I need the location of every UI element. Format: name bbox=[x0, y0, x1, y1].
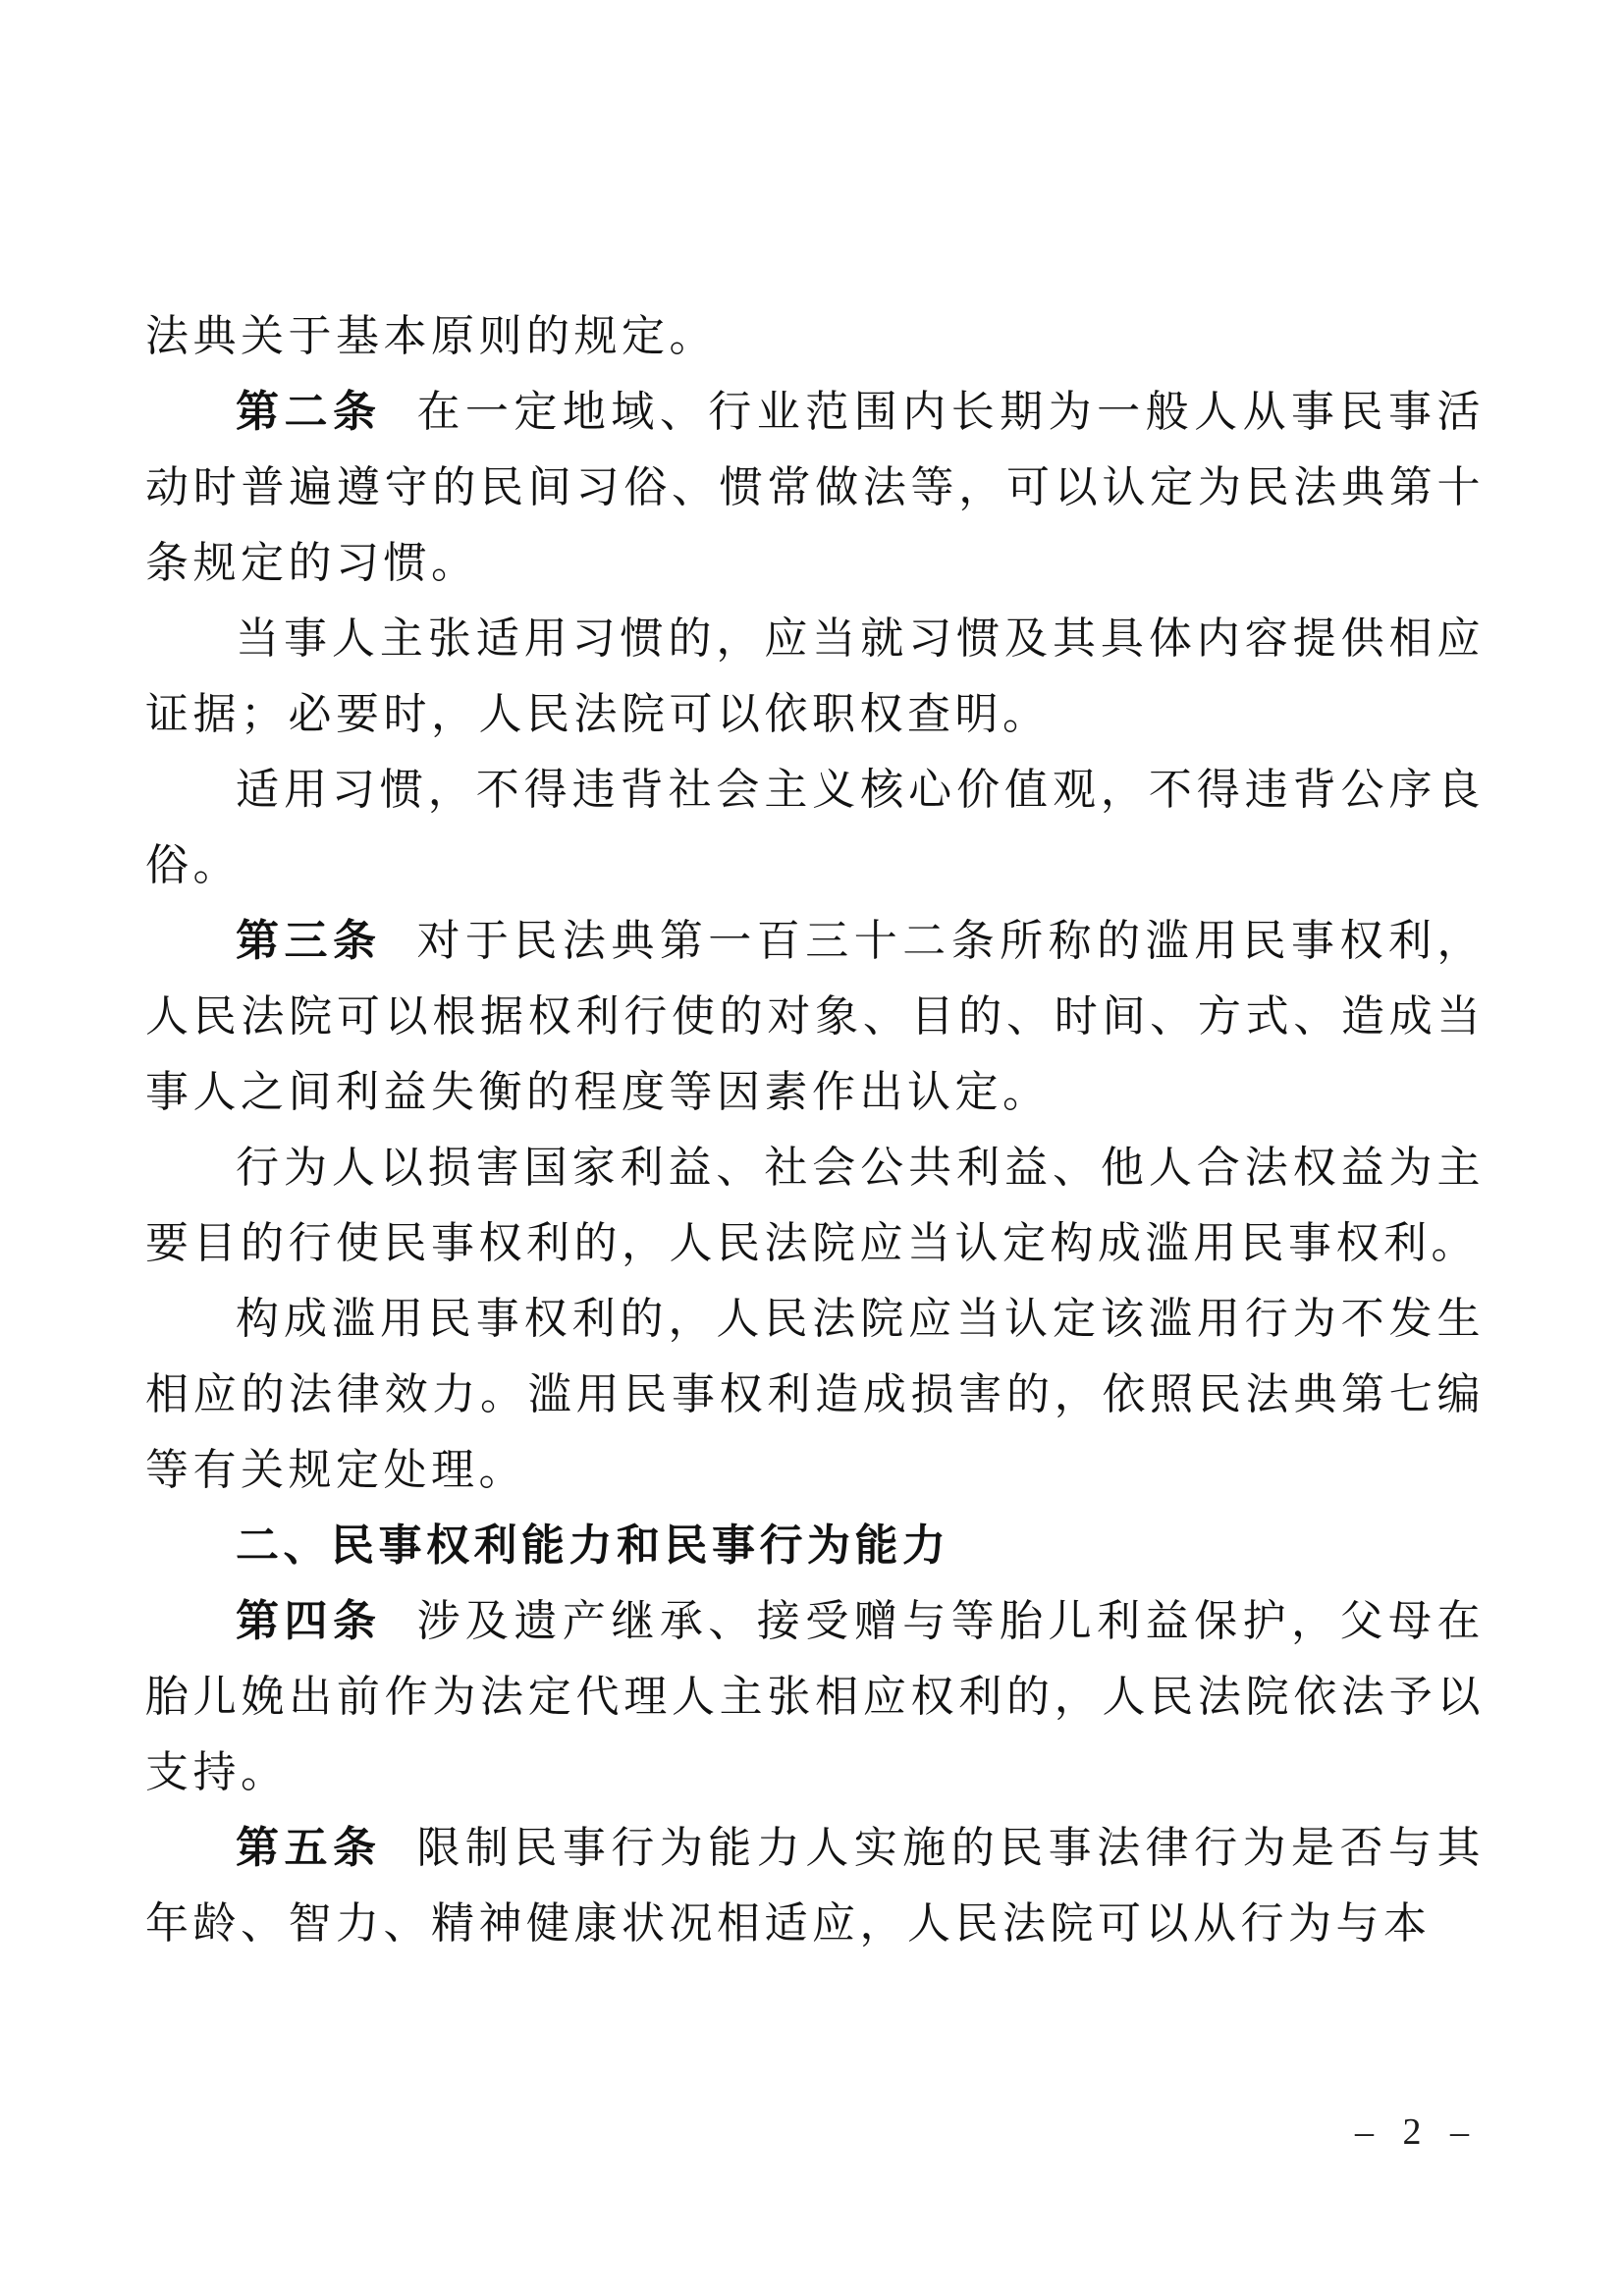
section-heading bbox=[145, 1508, 1485, 1583]
paragraph-text: 法典关于基本原则的规定。 bbox=[145, 312, 717, 360]
paragraph-continuation bbox=[145, 298, 1485, 374]
paragraph bbox=[145, 752, 1485, 903]
article-number: 第五条 bbox=[236, 1824, 382, 1872]
article-paragraph bbox=[145, 1583, 1485, 1810]
article-text: 对于民法典第一百三十二条所称的滥用民事权利，人民法院可以根据权利行使的对象、目的、时间、方式、造成当事人之间利益失衡的程度等因素作出认定。 bbox=[145, 917, 1485, 1116]
article-number: 第三条 bbox=[236, 917, 382, 965]
paragraph-text: 适用习惯，不得违背社会主义核心价值观，不得违背公序良俗。 bbox=[145, 766, 1485, 889]
article-number: 第四条 bbox=[236, 1597, 382, 1645]
article-paragraph bbox=[145, 1810, 1485, 1961]
section-heading-text: 二、民事权利能力和民事行为能力 bbox=[236, 1522, 950, 1570]
article-number: 第二条 bbox=[236, 388, 382, 436]
paragraph bbox=[145, 1130, 1485, 1281]
article-paragraph bbox=[145, 374, 1485, 601]
paragraph-text: 行为人以损害国家利益、社会公共利益、他人合法权益为主要目的行使民事权利的，人民法院应当认定构成滥用民事权利。 bbox=[145, 1144, 1485, 1267]
article-text: 限制民事行为能力人实施的民事法律行为是否与其年龄、智力、精神健康状况相适应，人民法院可以从行为与本 bbox=[145, 1824, 1485, 1948]
paragraph bbox=[145, 601, 1485, 752]
page-number: – 2 – bbox=[1355, 2111, 1479, 2153]
paragraph-text: 当事人主张适用习惯的，应当就习惯及其具体内容提供相应证据；必要时，人民法院可以依职权查明。 bbox=[145, 614, 1485, 738]
document-body bbox=[145, 298, 1485, 1961]
article-text: 涉及遗产继承、接受赠与等胎儿利益保护，父母在胎儿娩出前作为法定代理人主张相应权利的，人民法院依法予以支持。 bbox=[145, 1597, 1485, 1796]
paragraph bbox=[145, 1281, 1485, 1508]
article-paragraph bbox=[145, 903, 1485, 1130]
article-text: 在一定地域、行业范围内长期为一般人从事民事活动时普遍遵守的民间习俗、惯常做法等，可以认定为民法典第十条规定的习惯。 bbox=[145, 388, 1485, 587]
paragraph-text: 构成滥用民事权利的，人民法院应当认定该滥用行为不发生相应的法律效力。滥用民事权利造成损害的，依照民法典第七编等有关规定处理。 bbox=[145, 1295, 1485, 1494]
